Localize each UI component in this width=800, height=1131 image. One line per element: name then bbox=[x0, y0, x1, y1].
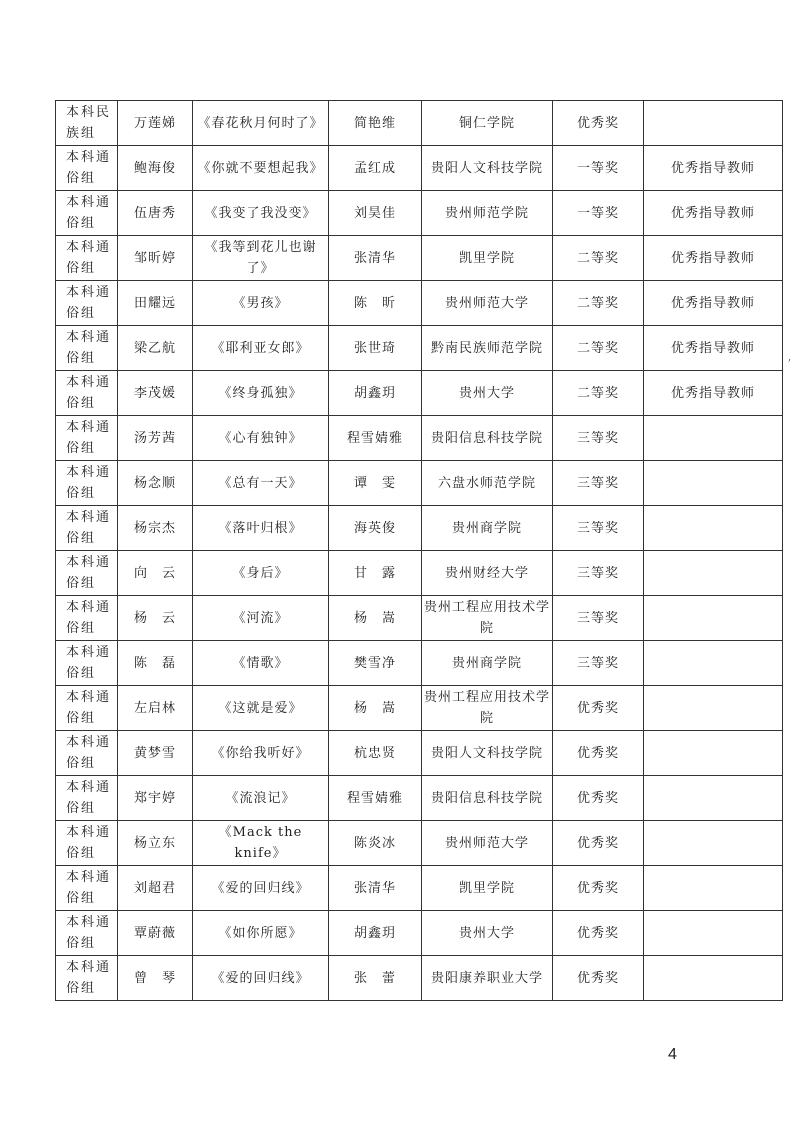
group-cell: 本科通俗组 bbox=[56, 686, 118, 731]
award-cell: 优秀奖 bbox=[553, 821, 644, 866]
instructor-award-cell bbox=[644, 821, 783, 866]
school-cell: 贵州大学 bbox=[422, 371, 553, 416]
song-cell: 《爱的回归线》 bbox=[193, 866, 329, 911]
award-cell: 优秀奖 bbox=[553, 776, 644, 821]
instructor-award-cell bbox=[644, 866, 783, 911]
instructor-award-cell: 优秀指导教师 bbox=[644, 326, 783, 371]
table-row bbox=[56, 641, 783, 686]
school-cell: 贵州商学院 bbox=[422, 506, 553, 551]
award-cell: 一等奖 bbox=[553, 146, 644, 191]
instructor-cell: 刘昊佳 bbox=[329, 191, 422, 236]
instructor-award-cell bbox=[644, 776, 783, 821]
instructor-cell: 陈炎冰 bbox=[329, 821, 422, 866]
song-cell: 《你给我听好》 bbox=[193, 731, 329, 776]
group-cell: 本科通俗组 bbox=[56, 146, 118, 191]
table-row bbox=[56, 956, 783, 1001]
group-cell: 本科通俗组 bbox=[56, 551, 118, 596]
song-cell: 《男孩》 bbox=[193, 281, 329, 326]
school-cell: 贵阳康养职业大学 bbox=[422, 956, 553, 1001]
table-row bbox=[56, 191, 783, 236]
school-cell: 贵阳人文科技学院 bbox=[422, 731, 553, 776]
group-cell: 本科通俗组 bbox=[56, 821, 118, 866]
instructor-award-cell bbox=[644, 416, 783, 461]
award-cell: 优秀奖 bbox=[553, 686, 644, 731]
group-cell: 本科通俗组 bbox=[56, 461, 118, 506]
contestant-cell: 左启林 bbox=[118, 686, 193, 731]
instructor-award-cell: 优秀指导教师 bbox=[644, 281, 783, 326]
table-row bbox=[56, 551, 783, 596]
group-cell: 本科通俗组 bbox=[56, 191, 118, 236]
contestant-cell: 鲍海俊 bbox=[118, 146, 193, 191]
song-cell: 《我变了我没变》 bbox=[193, 191, 329, 236]
school-cell: 贵阳信息科技学院 bbox=[422, 416, 553, 461]
song-cell: 《河流》 bbox=[193, 596, 329, 641]
table-row bbox=[56, 596, 783, 641]
school-cell: 贵州工程应用技术学院 bbox=[422, 596, 553, 641]
song-cell: 《我等到花儿也谢了》 bbox=[193, 236, 329, 281]
song-cell: 《你就不要想起我》 bbox=[193, 146, 329, 191]
group-cell: 本科通俗组 bbox=[56, 596, 118, 641]
award-cell: 一等奖 bbox=[553, 191, 644, 236]
table-row bbox=[56, 821, 783, 866]
contestant-cell: 田耀远 bbox=[118, 281, 193, 326]
instructor-award-cell bbox=[644, 731, 783, 776]
school-cell: 贵州师范学院 bbox=[422, 191, 553, 236]
instructor-award-cell bbox=[644, 101, 783, 146]
song-cell: 《春花秋月何时了》 bbox=[193, 101, 329, 146]
award-cell: 三等奖 bbox=[553, 506, 644, 551]
award-cell: 三等奖 bbox=[553, 461, 644, 506]
contestant-cell: 梁乙航 bbox=[118, 326, 193, 371]
instructor-award-cell: 优秀指导教师 bbox=[644, 191, 783, 236]
group-cell: 本科通俗组 bbox=[56, 506, 118, 551]
table-row bbox=[56, 776, 783, 821]
song-cell: 《如你所愿》 bbox=[193, 911, 329, 956]
song-cell: 《终身孤独》 bbox=[193, 371, 329, 416]
contestant-cell: 刘超君 bbox=[118, 866, 193, 911]
school-cell: 凯里学院 bbox=[422, 866, 553, 911]
instructor-cell: 海英俊 bbox=[329, 506, 422, 551]
instructor-award-cell: 优秀指导教师 bbox=[644, 371, 783, 416]
contestant-cell: 郑宇婷 bbox=[118, 776, 193, 821]
instructor-award-cell bbox=[644, 911, 783, 956]
contestant-cell: 李茂媛 bbox=[118, 371, 193, 416]
instructor-cell: 胡鑫玥 bbox=[329, 371, 422, 416]
contestant-cell: 汤芳茜 bbox=[118, 416, 193, 461]
group-cell: 本科通俗组 bbox=[56, 371, 118, 416]
group-cell: 本科通俗组 bbox=[56, 326, 118, 371]
group-cell: 本科通俗组 bbox=[56, 731, 118, 776]
award-cell: 优秀奖 bbox=[553, 911, 644, 956]
award-cell: 二等奖 bbox=[553, 236, 644, 281]
instructor-cell: 胡鑫玥 bbox=[329, 911, 422, 956]
song-cell: 《心有独钟》 bbox=[193, 416, 329, 461]
award-cell: 三等奖 bbox=[553, 416, 644, 461]
instructor-award-cell bbox=[644, 461, 783, 506]
contestant-cell: 邹昕婷 bbox=[118, 236, 193, 281]
song-cell: 《Mack the knife》 bbox=[193, 821, 329, 866]
contestant-cell: 覃蔚薇 bbox=[118, 911, 193, 956]
table-row bbox=[56, 731, 783, 776]
school-cell: 贵州大学 bbox=[422, 911, 553, 956]
school-cell: 贵州师范大学 bbox=[422, 281, 553, 326]
instructor-award-cell: 优秀指导教师 bbox=[644, 146, 783, 191]
instructor-award-cell bbox=[644, 551, 783, 596]
instructor-cell: 张清华 bbox=[329, 866, 422, 911]
table-row bbox=[56, 371, 783, 416]
award-cell: 优秀奖 bbox=[553, 731, 644, 776]
instructor-cell: 张清华 bbox=[329, 236, 422, 281]
school-cell: 贵州财经大学 bbox=[422, 551, 553, 596]
instructor-cell: 杨 嵩 bbox=[329, 596, 422, 641]
school-cell: 贵州工程应用技术学院 bbox=[422, 686, 553, 731]
school-cell: 贵州师范大学 bbox=[422, 821, 553, 866]
instructor-cell: 张 蕾 bbox=[329, 956, 422, 1001]
instructor-cell: 樊雪净 bbox=[329, 641, 422, 686]
song-cell: 《总有一天》 bbox=[193, 461, 329, 506]
school-cell: 凯里学院 bbox=[422, 236, 553, 281]
instructor-cell: 甘 露 bbox=[329, 551, 422, 596]
instructor-cell: 杨 嵩 bbox=[329, 686, 422, 731]
instructor-cell: 简艳维 bbox=[329, 101, 422, 146]
instructor-cell: 张世琦 bbox=[329, 326, 422, 371]
instructor-cell: 杭忠贤 bbox=[329, 731, 422, 776]
awards-table bbox=[55, 100, 783, 1001]
group-cell: 本科通俗组 bbox=[56, 866, 118, 911]
table-row bbox=[56, 101, 783, 146]
instructor-award-cell bbox=[644, 641, 783, 686]
award-cell: 优秀奖 bbox=[553, 956, 644, 1001]
song-cell: 《落叶归根》 bbox=[193, 506, 329, 551]
contestant-cell: 杨宗杰 bbox=[118, 506, 193, 551]
school-cell: 铜仁学院 bbox=[422, 101, 553, 146]
instructor-cell: 孟红成 bbox=[329, 146, 422, 191]
contestant-cell: 向 云 bbox=[118, 551, 193, 596]
school-cell: 贵阳人文科技学院 bbox=[422, 146, 553, 191]
contestant-cell: 伍唐秀 bbox=[118, 191, 193, 236]
song-cell: 《身后》 bbox=[193, 551, 329, 596]
award-cell: 二等奖 bbox=[553, 371, 644, 416]
contestant-cell: 曾 琴 bbox=[118, 956, 193, 1001]
group-cell: 本科通俗组 bbox=[56, 641, 118, 686]
contestant-cell: 杨念顺 bbox=[118, 461, 193, 506]
award-cell: 二等奖 bbox=[553, 281, 644, 326]
instructor-cell: 陈 昕 bbox=[329, 281, 422, 326]
instructor-award-cell bbox=[644, 956, 783, 1001]
school-cell: 贵州商学院 bbox=[422, 641, 553, 686]
group-cell: 本科民族组 bbox=[56, 101, 118, 146]
group-cell: 本科通俗组 bbox=[56, 281, 118, 326]
contestant-cell: 黄梦雪 bbox=[118, 731, 193, 776]
instructor-cell: 程雪婧雅 bbox=[329, 416, 422, 461]
instructor-award-cell bbox=[644, 506, 783, 551]
instructor-award-cell bbox=[644, 686, 783, 731]
table-row bbox=[56, 326, 783, 371]
contestant-cell: 陈 磊 bbox=[118, 641, 193, 686]
table-row bbox=[56, 911, 783, 956]
award-cell: 二等奖 bbox=[553, 326, 644, 371]
table-row bbox=[56, 686, 783, 731]
table-row bbox=[56, 461, 783, 506]
group-cell: 本科通俗组 bbox=[56, 911, 118, 956]
school-cell: 六盘水师范学院 bbox=[422, 461, 553, 506]
award-cell: 优秀奖 bbox=[553, 866, 644, 911]
song-cell: 《流浪记》 bbox=[193, 776, 329, 821]
contestant-cell: 万莲娣 bbox=[118, 101, 193, 146]
group-cell: 本科通俗组 bbox=[56, 416, 118, 461]
table-row bbox=[56, 866, 783, 911]
table-row bbox=[56, 236, 783, 281]
group-cell: 本科通俗组 bbox=[56, 236, 118, 281]
award-cell: 三等奖 bbox=[553, 551, 644, 596]
table-row bbox=[56, 416, 783, 461]
contestant-cell: 杨立东 bbox=[118, 821, 193, 866]
page-number: 4 bbox=[668, 1046, 677, 1063]
song-cell: 《情歌》 bbox=[193, 641, 329, 686]
school-cell: 黔南民族师范学院 bbox=[422, 326, 553, 371]
margin-mark: , bbox=[788, 352, 792, 363]
table-row bbox=[56, 146, 783, 191]
song-cell: 《耶利亚女郎》 bbox=[193, 326, 329, 371]
song-cell: 《这就是爱》 bbox=[193, 686, 329, 731]
group-cell: 本科通俗组 bbox=[56, 956, 118, 1001]
instructor-award-cell: 优秀指导教师 bbox=[644, 236, 783, 281]
instructor-cell: 谭 雯 bbox=[329, 461, 422, 506]
contestant-cell: 杨 云 bbox=[118, 596, 193, 641]
instructor-cell: 程雪婧雅 bbox=[329, 776, 422, 821]
award-cell: 三等奖 bbox=[553, 641, 644, 686]
table-row bbox=[56, 506, 783, 551]
award-cell: 三等奖 bbox=[553, 596, 644, 641]
group-cell: 本科通俗组 bbox=[56, 776, 118, 821]
instructor-award-cell bbox=[644, 596, 783, 641]
school-cell: 贵阳信息科技学院 bbox=[422, 776, 553, 821]
award-cell: 优秀奖 bbox=[553, 101, 644, 146]
table-row bbox=[56, 281, 783, 326]
song-cell: 《爱的回归线》 bbox=[193, 956, 329, 1001]
